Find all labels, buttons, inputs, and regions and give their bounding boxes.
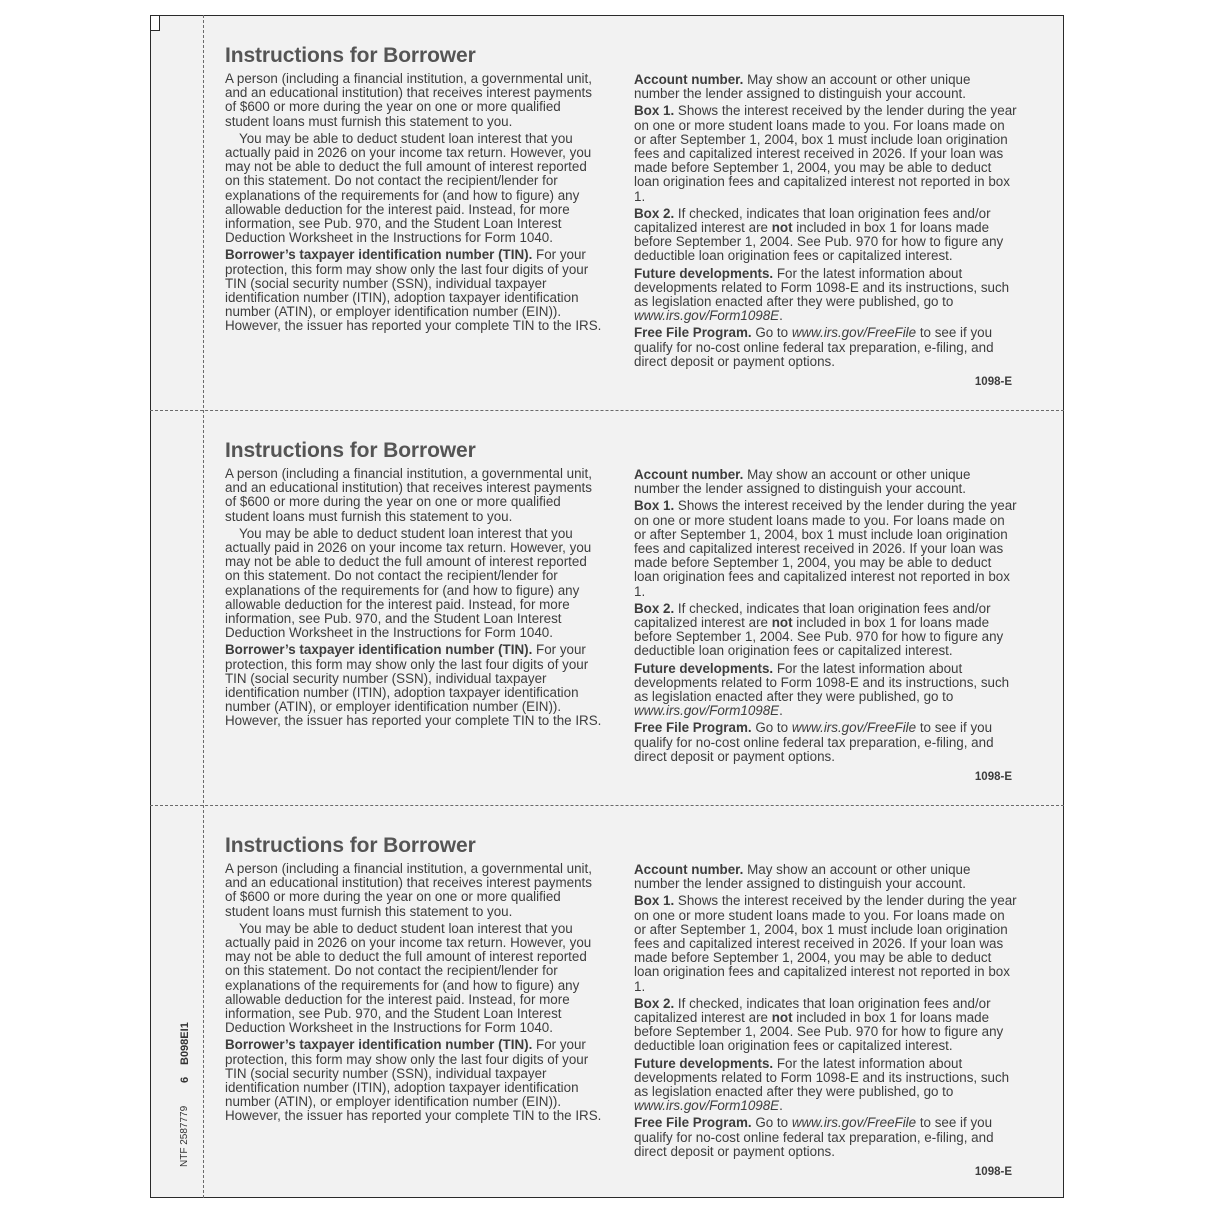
instruction-panel-1	[204, 15, 1064, 410]
future-heading: Future developments.	[634, 265, 774, 281]
box2-paragraph	[634, 997, 1019, 1054]
freefile-heading: Free File Program.	[634, 325, 752, 341]
future-period: .	[779, 308, 783, 324]
left-column	[225, 862, 605, 1127]
left-column	[225, 72, 605, 337]
form-page-number: 6	[179, 1076, 191, 1083]
box2-text-b: included in box 1 for loans made before September 1, 2004. See Pub. 970 for how to figure any deductible loan origination fees or capitalized interest.	[634, 1010, 1004, 1054]
future-paragraph	[634, 267, 1019, 324]
intro-paragraph: A person (including a financial institution, a governmental unit, and an educational institution) that receives interest payments of $600 or more during the year on one or more qualified student loans must furnish this statement to you.	[225, 466, 592, 524]
box2-paragraph	[634, 207, 1019, 264]
box2-text-b: included in box 1 for loans made before September 1, 2004. See Pub. 970 for how to figure any deductible loan origination fees or capitalized interest.	[634, 220, 1004, 264]
deduction-paragraph: You may be able to deduct student loan interest that you actually paid in 2026 on your income tax return. However, you may not be able to deduct the full amount of interest reported on this statement. Do not contact the recipient/lender for explanations of the requirements for (and how to figure) any allowable deduction for the interest paid. Instead, for more information, see Pub. 970, and the Student Loan Interest Deduction Worksheet in the Instructions for Form 1040.	[225, 920, 592, 1036]
panel-title: Instructions for Borrower	[225, 834, 476, 857]
future-text: For the latest information about developments related to Form 1098-E and its instructions, such as legislation enacted after they were published, go to	[634, 265, 1010, 310]
ntf-code: NTF 2587779	[179, 1105, 190, 1167]
tin-heading: Borrower’s taxpayer identification number (TIN).	[225, 642, 533, 658]
freefile-heading: Free File Program.	[634, 720, 752, 736]
box1-heading: Box 1.	[634, 893, 675, 909]
tin-heading: Borrower’s taxpayer identification number (TIN).	[225, 247, 533, 263]
box2-heading: Box 2.	[634, 205, 675, 221]
box1-text: Shows the interest received by the lender during the year on one or more student loans made to you. For loans made on or after September 1, 2004, box 1 must include loan origination fees and capitalized interest received in 2026. If your loan was made before September 1, 2004, you may be able to deduct loan origination fees and capitalized interest not reported in box 1.	[634, 103, 1017, 204]
freefile-paragraph	[634, 1116, 1019, 1159]
account-paragraph	[634, 863, 1019, 891]
box2-not: not	[771, 220, 793, 236]
box1-paragraph	[634, 499, 1019, 598]
account-text: May show an account or other unique number the lender assigned to distinguish your account.	[634, 72, 971, 102]
future-period: .	[779, 703, 783, 719]
form-url: www.irs.gov/Form1098E	[634, 308, 780, 324]
form-url: www.irs.gov/Form1098E	[634, 1098, 780, 1114]
side-form-code	[172, 1015, 192, 1170]
box2-text-a: If checked, indicates that loan origination fees and/or capitalized interest are	[634, 205, 991, 236]
deduction-paragraph: You may be able to deduct student loan interest that you actually paid in 2026 on your income tax return. However, you may not be able to deduct the full amount of interest reported on this statement. Do not contact the recipient/lender for explanations of the requirements for (and how to figure) any allowable deduction for the interest paid. Instead, for more information, see Pub. 970, and the Student Loan Interest Deduction Worksheet in the Instructions for Form 1040.	[225, 130, 592, 246]
freefile-text-a: Go to	[755, 720, 789, 736]
box1-paragraph	[634, 104, 1019, 203]
box2-paragraph	[634, 602, 1019, 659]
panel-title: Instructions for Borrower	[225, 439, 476, 462]
right-column	[634, 73, 1019, 372]
right-column	[634, 863, 1019, 1162]
account-heading: Account number.	[634, 467, 744, 482]
intro-paragraph: A person (including a financial institution, a governmental unit, and an educational institution) that receives interest payments of $600 or more during the year on one or more qualified student loans must furnish this statement to you.	[225, 71, 592, 129]
future-heading: Future developments.	[634, 1055, 774, 1071]
account-text: May show an account or other unique number the lender assigned to distinguish your account.	[634, 862, 971, 892]
freefile-paragraph	[634, 326, 1019, 369]
account-paragraph	[634, 468, 1019, 496]
tin-paragraph	[225, 1038, 605, 1123]
account-paragraph	[634, 73, 1019, 101]
freefile-paragraph	[634, 721, 1019, 764]
box2-heading: Box 2.	[634, 995, 675, 1011]
left-column	[225, 467, 605, 732]
form-number: 1098-E	[974, 1166, 1012, 1178]
form-number: 1098-E	[974, 376, 1012, 388]
form-code: B098EI1	[179, 1022, 191, 1065]
deduction-paragraph: You may be able to deduct student loan interest that you actually paid in 2026 on your income tax return. However, you may not be able to deduct the full amount of interest reported on this statement. Do not contact the recipient/lender for explanations of the requirements for (and how to figure) any allowable deduction for the interest paid. Instead, for more information, see Pub. 970, and the Student Loan Interest Deduction Worksheet in the Instructions for Form 1040.	[225, 525, 592, 641]
box1-text: Shows the interest received by the lender during the year on one or more student loans made to you. For loans made on or after September 1, 2004, box 1 must include loan origination fees and capitalized interest received in 2026. If your loan was made before September 1, 2004, you may be able to deduct loan origination fees and capitalized interest not reported in box 1.	[634, 893, 1017, 994]
right-column	[634, 468, 1019, 767]
tin-text: For your protection, this form may show only the last four digits of your TIN (social security number (SSN), individual taxpayer identification number (ITIN), adoption taxpayer identification number (ATIN), or employer identification number (EIN)). However, the issuer has reported your complete TIN to the IRS.	[225, 642, 602, 729]
freefile-url: www.irs.gov/FreeFile	[791, 720, 917, 736]
box1-heading: Box 1.	[634, 103, 675, 119]
freefile-heading: Free File Program.	[634, 1115, 752, 1131]
box1-paragraph	[634, 894, 1019, 993]
freefile-text-b: to see if you qualify for no-cost online federal tax preparation, e-filing, and direct deposit or payment options.	[634, 720, 994, 764]
tin-heading: Borrower’s taxpayer identification number (TIN).	[225, 1037, 533, 1053]
box2-not: not	[771, 615, 793, 631]
box2-text-a: If checked, indicates that loan origination fees and/or capitalized interest are	[634, 995, 991, 1026]
freefile-text-a: Go to	[755, 325, 789, 341]
account-heading: Account number.	[634, 72, 744, 87]
future-paragraph	[634, 1057, 1019, 1114]
tin-paragraph	[225, 643, 605, 728]
future-period: .	[779, 1098, 783, 1114]
box2-text-a: If checked, indicates that loan origination fees and/or capitalized interest are	[634, 600, 991, 631]
freefile-text-b: to see if you qualify for no-cost online federal tax preparation, e-filing, and direct deposit or payment options.	[634, 325, 994, 369]
freefile-text-b: to see if you qualify for no-cost online federal tax preparation, e-filing, and direct deposit or payment options.	[634, 1115, 994, 1159]
account-heading: Account number.	[634, 862, 744, 877]
freefile-text-a: Go to	[755, 1115, 789, 1131]
intro-paragraph: A person (including a financial institution, a governmental unit, and an educational institution) that receives interest payments of $600 or more during the year on one or more qualified student loans must furnish this statement to you.	[225, 861, 592, 919]
registration-mark	[150, 15, 160, 31]
tin-text: For your protection, this form may show only the last four digits of your TIN (social security number (SSN), individual taxpayer identification number (ITIN), adoption taxpayer identification number (ATIN), or employer identification number (EIN)). However, the issuer has reported your complete TIN to the IRS.	[225, 247, 602, 334]
form-url: www.irs.gov/Form1098E	[634, 703, 780, 719]
instruction-panel-2	[204, 410, 1064, 805]
box2-not: not	[771, 1010, 793, 1026]
box2-heading: Box 2.	[634, 600, 675, 616]
form-number: 1098-E	[974, 771, 1012, 783]
freefile-url: www.irs.gov/FreeFile	[791, 325, 917, 341]
future-text: For the latest information about developments related to Form 1098-E and its instructions, such as legislation enacted after they were published, go to	[634, 660, 1010, 705]
box1-text: Shows the interest received by the lender during the year on one or more student loans made to you. For loans made on or after September 1, 2004, box 1 must include loan origination fees and capitalized interest received in 2026. If your loan was made before September 1, 2004, you may be able to deduct loan origination fees and capitalized interest not reported in box 1.	[634, 498, 1017, 599]
tin-text: For your protection, this form may show only the last four digits of your TIN (social security number (SSN), individual taxpayer identification number (ITIN), adoption taxpayer identification number (ATIN), or employer identification number (EIN)). However, the issuer has reported your complete TIN to the IRS.	[225, 1037, 602, 1124]
freefile-url: www.irs.gov/FreeFile	[791, 1115, 917, 1131]
box2-text-b: included in box 1 for loans made before September 1, 2004. See Pub. 970 for how to figure any deductible loan origination fees or capitalized interest.	[634, 615, 1004, 659]
future-paragraph	[634, 662, 1019, 719]
instruction-panel-3	[204, 805, 1064, 1200]
panel-title: Instructions for Borrower	[225, 44, 476, 67]
box1-heading: Box 1.	[634, 498, 675, 514]
future-text: For the latest information about developments related to Form 1098-E and its instructions, such as legislation enacted after they were published, go to	[634, 1055, 1010, 1100]
account-text: May show an account or other unique number the lender assigned to distinguish your account.	[634, 467, 971, 497]
future-heading: Future developments.	[634, 660, 774, 676]
tin-paragraph	[225, 248, 605, 333]
